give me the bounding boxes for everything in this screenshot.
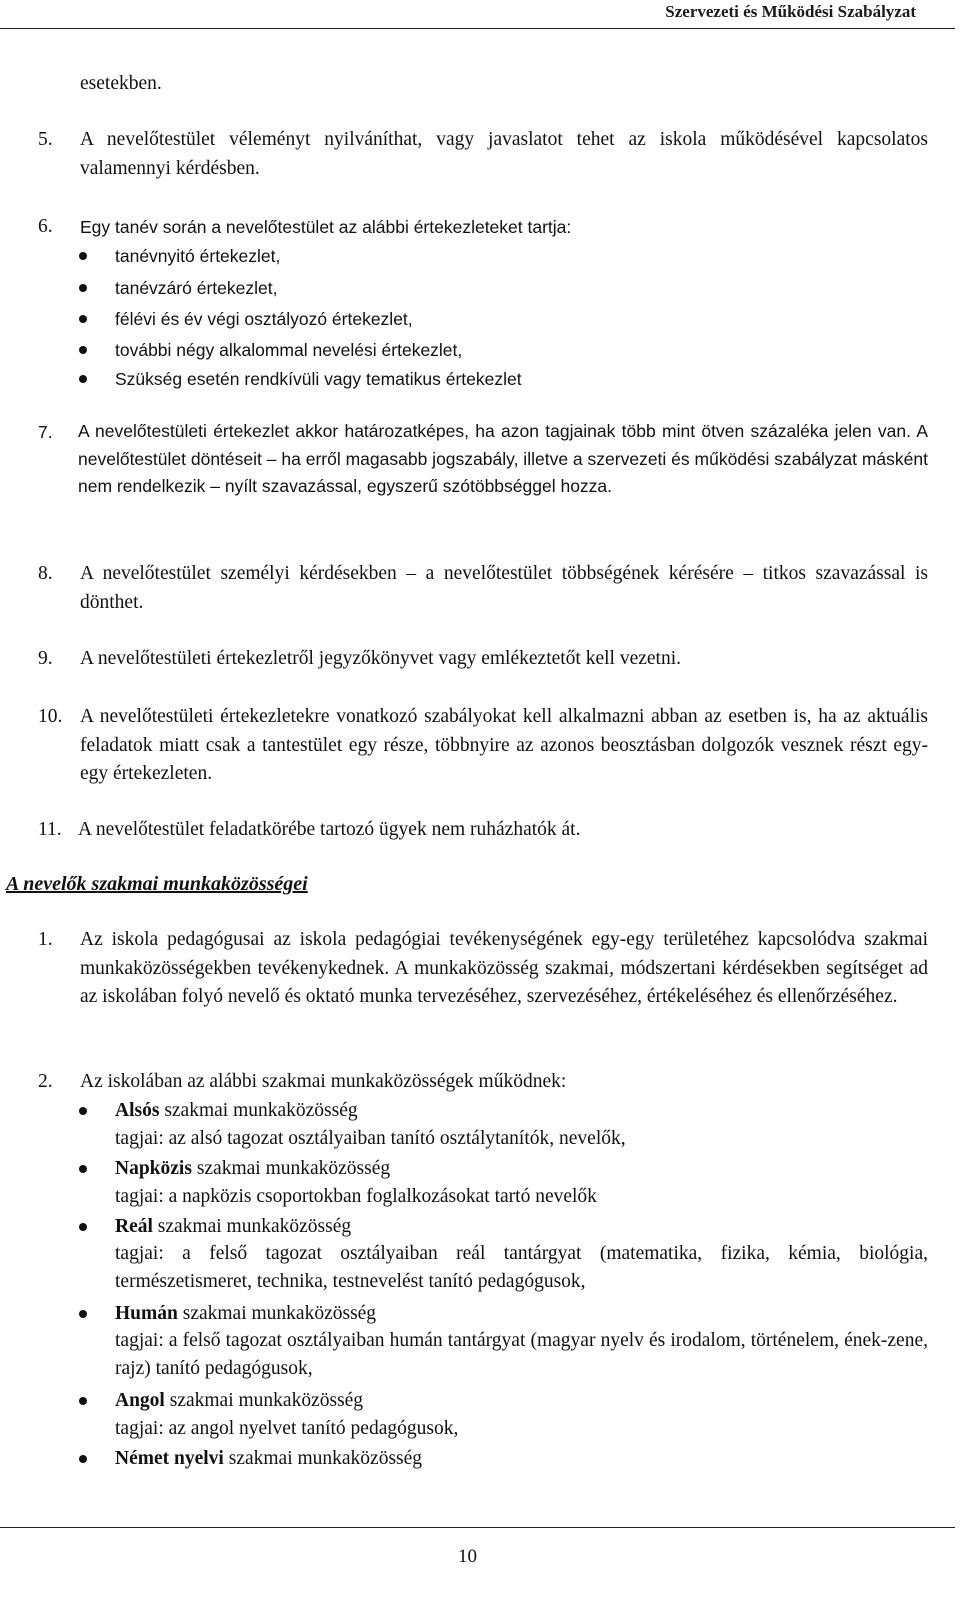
group-napkozis-name: Napközis [115,1158,192,1179]
item-7-number: 7. [38,422,53,442]
bullet-icon [79,375,87,383]
item-5-text: A nevelőtestület véleményt nyilváníthat, vagy javaslatot tehet az iskola működésével kapcsolatos valamennyi kérdésben. [80,129,928,179]
group-real-name: Reál [115,1216,153,1237]
group-nemet-suffix: szakmai munkaközösség [223,1448,423,1469]
item-10-number: 10. [38,706,63,727]
continuation-text: esetekben. [80,73,162,94]
footer-divider [0,1527,955,1528]
bullet-icon [79,1455,87,1463]
group-angol-members: tagjai: az angol nyelvet tanító pedagógusok, [115,1418,459,1439]
header-divider [0,28,955,29]
item-11-text: A nevelőtestület feladatkörébe tartozó ügyek nem ruházhatók át. [78,819,581,840]
group-napkozis-title [115,1157,390,1181]
group-real-title [115,1215,351,1239]
group-alsos-name: Alsós [115,1100,160,1121]
item-7-text: A nevelőtestületi értekezlet akkor határozatképes, ha azon tagjainak több mint ötven százaléka jelen van. A nevelőtestület döntéseit – ha erről magasabb jogszabály, illetve a szervezeti és működési szabályzat másként nem rendelkezik – nyílt szavazással, egyszerű szótöbbséggel hozza. [78,421,928,496]
bullet-icon [79,1310,87,1318]
group-real-suffix: szakmai munkaközösség [152,1216,352,1237]
bullet-icon [79,346,87,354]
section-heading: A nevelők szakmai munkaközösségei [6,873,308,895]
bullet-icon [79,1223,87,1231]
item-8-text: A nevelőtestület személyi kérdésekben – a nevelőtestület többségének kérésére – titkos szavazással is dönthet. [80,563,928,613]
group-angol-suffix: szakmai munkaközösség [164,1390,364,1411]
group-human-name: Humán [115,1303,178,1324]
group-human-members: tagjai: a felső tagozat osztályaiban humán tantárgyat (magyar nyelv és irodalom, történelem, ének-zene, rajz) tanító pedagógusok, [115,1330,928,1379]
section-item-2-number: 2. [38,1071,53,1092]
item-10-text: A nevelőtestületi értekezletekre vonatkozó szabályokat kell alkalmazni abban az esetben is, ha az aktuális feladatok miatt csak a tantestület egy része, többnyire az azonos beosztásban dolgozók vesznek részt egy-egy értekezleten. [80,706,928,784]
bullet-icon [79,1397,87,1405]
group-human-title [115,1302,376,1326]
group-angol-name: Angol [115,1390,165,1411]
item-6-bullet-5: Szükség esetén rendkívüli vagy tematikus értekezlet [115,369,522,389]
group-nemet-title [115,1447,422,1471]
group-alsos-suffix: szakmai munkaközösség [159,1100,358,1121]
item-11-number: 11. [38,819,62,840]
group-napkozis-suffix: szakmai munkaközösség [191,1158,391,1179]
item-6-bullet-1: tanévnyitó értekezlet, [115,246,281,266]
bullet-icon [79,1165,87,1173]
section-item-2-intro: Az iskolában az alábbi szakmai munkaközösségek működnek: [80,1071,567,1092]
item-6-bullet-3: félévi és év végi osztályozó értekezlet, [115,309,413,329]
group-alsos-members: tagjai: az alsó tagozat osztályaiban tanító osztálytanítók, nevelők, [115,1128,626,1149]
item-9-number: 9. [38,648,53,669]
section-item-1-number: 1. [38,929,53,950]
item-6-bullet-4: további négy alkalommal nevelési értekezlet, [115,340,463,360]
group-real-members: tagjai: a felső tagozat osztályaiban reál tantárgyat (matematika, fizika, kémia, biológia, természetismeret, technika, testnevelést tanító pedagógusok, [115,1243,928,1292]
group-nemet-name: Német nyelvi [115,1448,224,1469]
group-napkozis-members: tagjai: a napközis csoportokban foglalkozásokat tartó nevelők [115,1186,597,1207]
group-human-suffix: szakmai munkaközösség [177,1303,377,1324]
item-5-number: 5. [38,129,53,150]
item-6-intro: Egy tanév során a nevelőtestület az alábbi értekezleteket tartja: [80,217,572,237]
bullet-icon [79,284,87,292]
bullet-icon [79,1107,87,1115]
item-8-number: 8. [38,563,53,584]
section-item-1-text: Az iskola pedagógusai az iskola pedagógiai tevékenységének egy-egy területéhez kapcsolódva szakmai munkaközösségekben tevékenykednek. A munkaközösség szakmai, módszertani kérdésekben segítséget ad az iskolában folyó nevelő és oktató munka tervezéséhez, szervezéséhez, értékeléséhez és ellenőrzéséhez. [80,929,928,1007]
item-6-bullet-2: tanévzáró értekezlet, [115,278,278,298]
item-9-text: A nevelőtestületi értekezletről jegyzőkönyvet vagy emlékeztetőt kell vezetni. [80,648,682,669]
bullet-icon [79,252,87,260]
page-number: 10 [458,1546,477,1567]
document-header-title: Szervezeti és Működési Szabályzat [665,2,916,21]
bullet-icon [79,315,87,323]
item-6-number: 6. [38,216,53,237]
group-angol-title [115,1389,363,1413]
group-alsos-title [115,1099,358,1123]
